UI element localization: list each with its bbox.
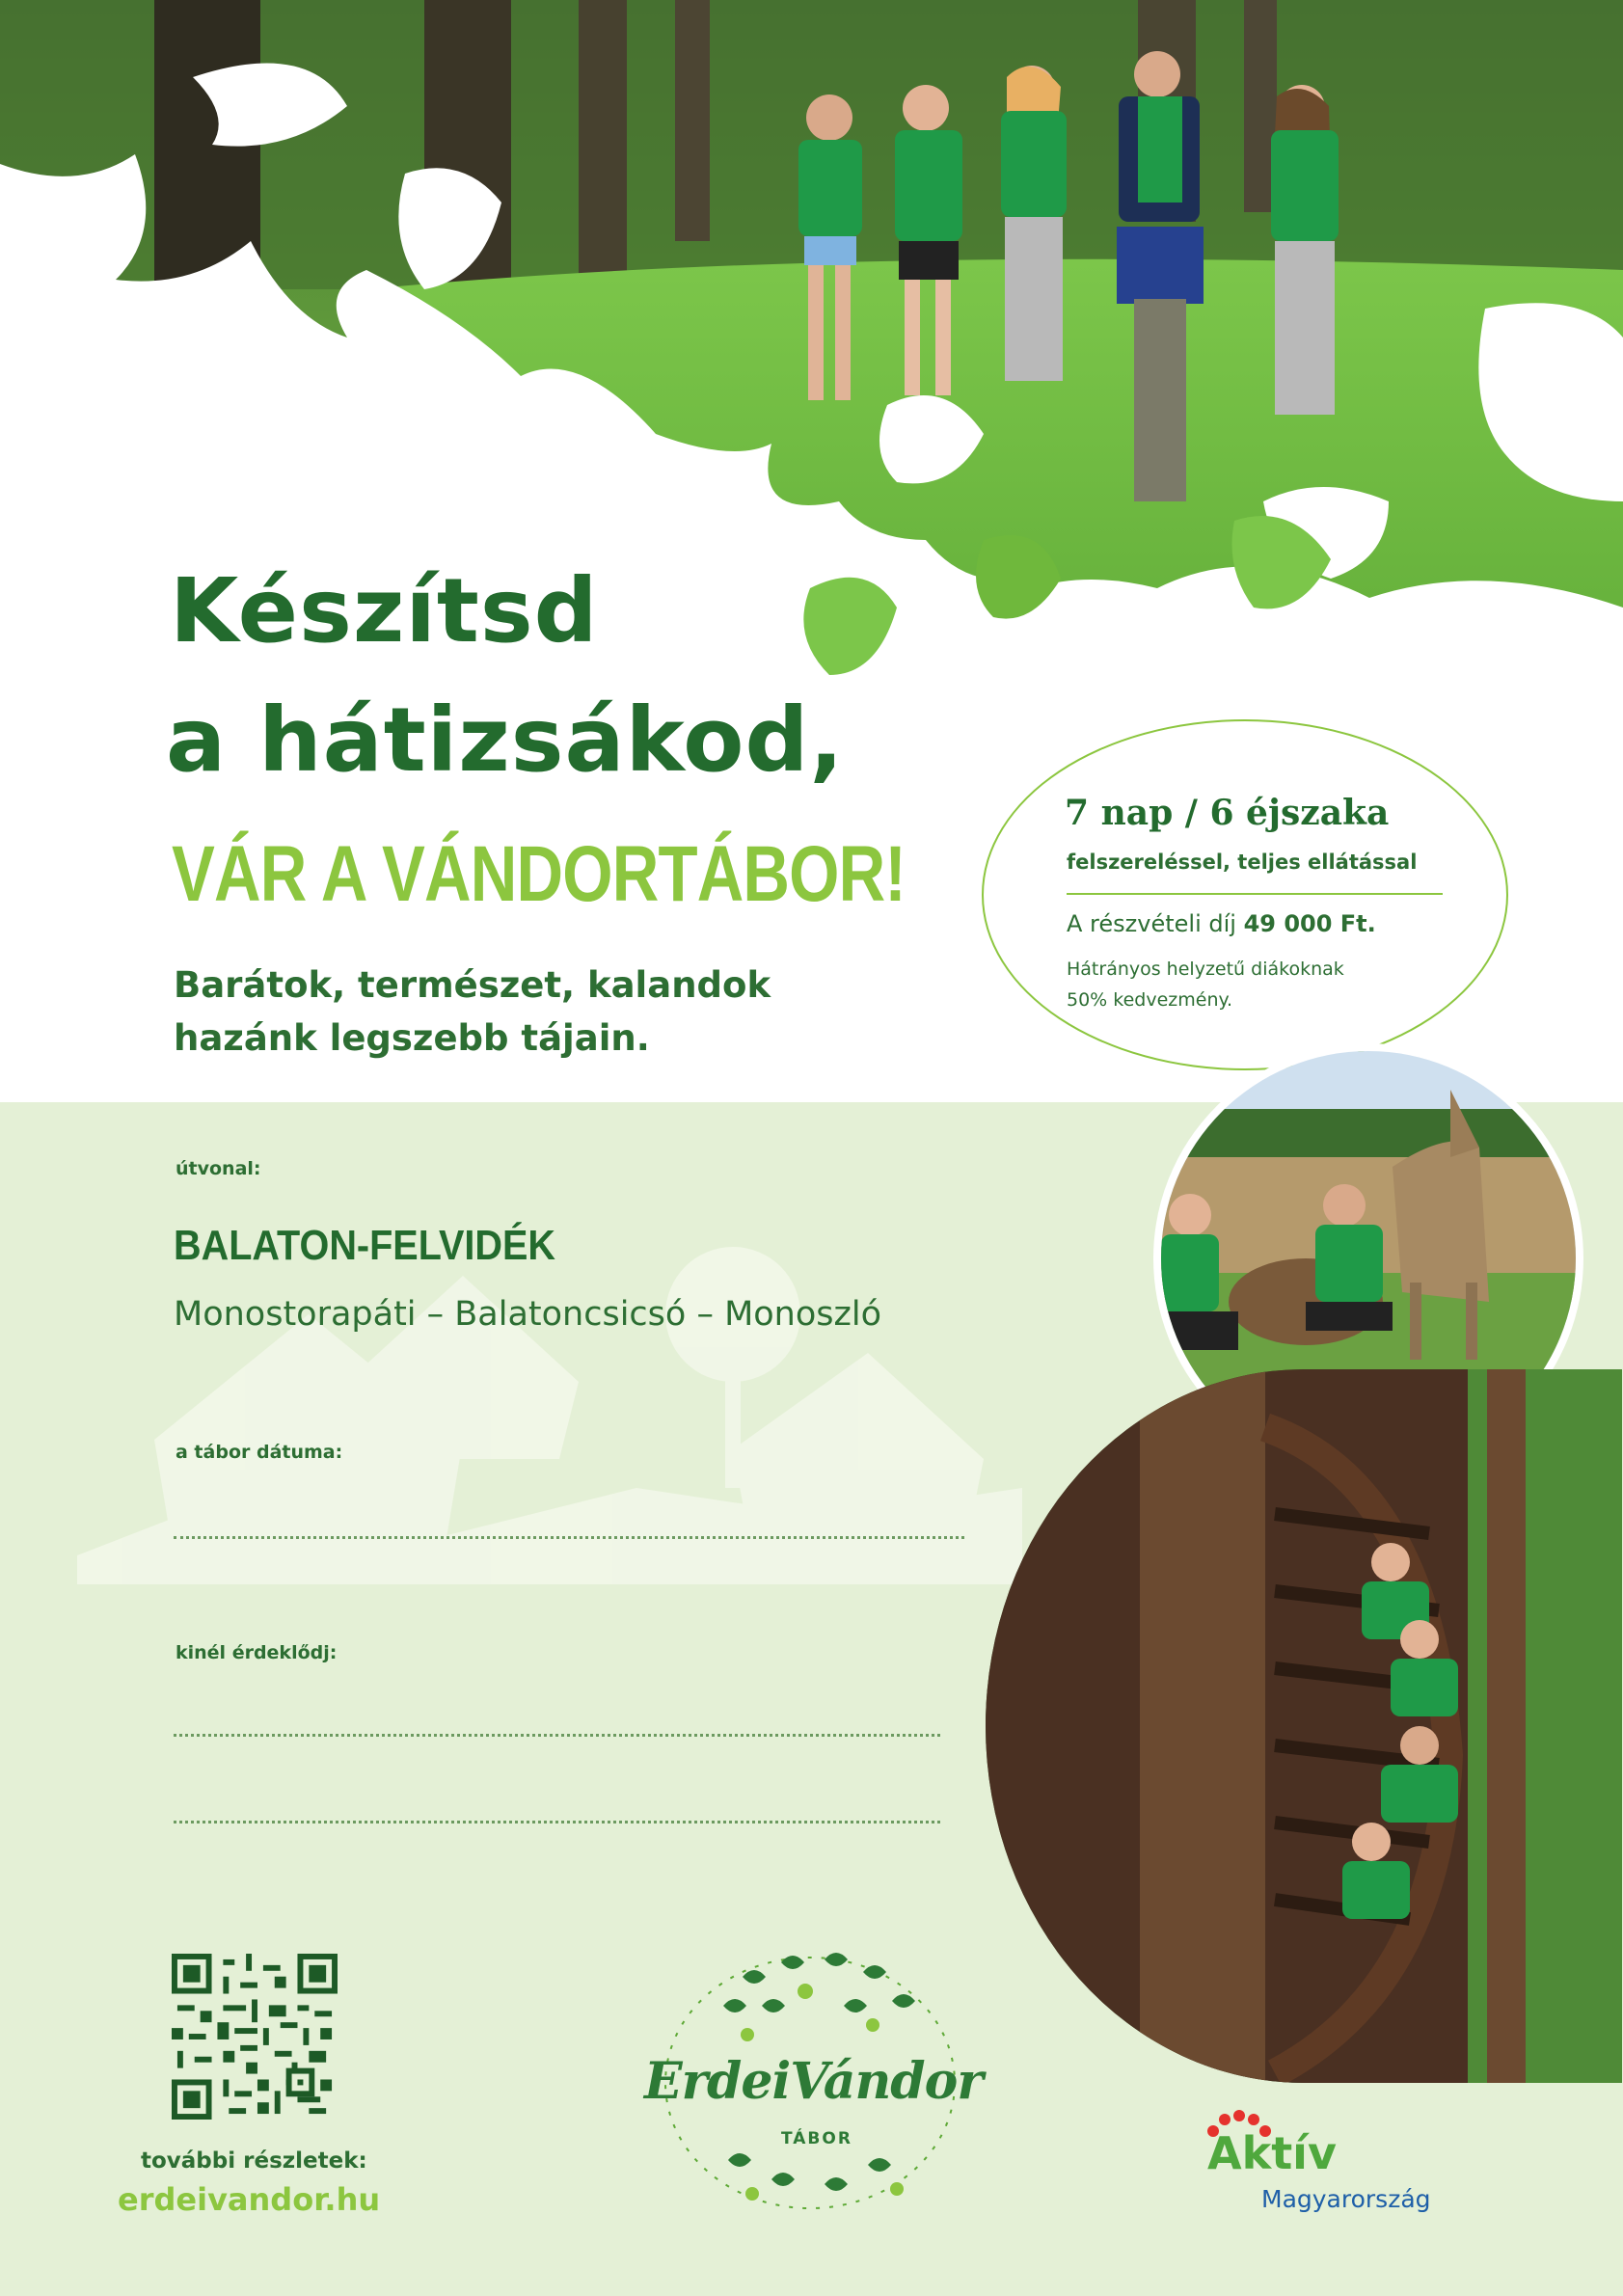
contact-field-1[interactable] — [174, 1734, 940, 1737]
info-badge — [982, 719, 1508, 1070]
erdeivandor-logo — [636, 1938, 984, 2228]
logo-sub: TÁBOR — [781, 2129, 852, 2148]
route-stops: Monostorapáti – Balatoncsicsó – Monoszló — [174, 1295, 882, 1334]
info-divider — [1067, 893, 1443, 895]
fee-amount: 49 000 Ft. — [1243, 910, 1376, 937]
headline-subline: VÁR A VÁNDORTÁBOR! — [172, 830, 906, 918]
tagline-line1: Barátok, természet, kalandok — [174, 964, 771, 1006]
more-details-label: további részletek: — [141, 2148, 367, 2174]
partner-sub: Magyarország — [1261, 2185, 1431, 2213]
route-label: útvonal: — [176, 1158, 261, 1179]
date-label: a tábor dátuma: — [176, 1442, 343, 1463]
discount-line1: Hátrányos helyzetű diákoknak — [1067, 959, 1344, 980]
tower-photo — [986, 1369, 1622, 2083]
discount-line2: 50% kedvezmény. — [1067, 989, 1233, 1011]
partner-name: Aktív — [1207, 2127, 1337, 2179]
fee-text: A részvételi díj — [1067, 910, 1244, 937]
fee-line — [1067, 910, 1376, 937]
tagline-line2: hazánk legszebb tájain. — [174, 1017, 650, 1059]
equipment-text: felszereléssel, teljes ellátással — [1067, 851, 1418, 874]
route-region: BALATON-FELVIDÉK — [174, 1222, 555, 1269]
website-link[interactable]: erdeivandor.hu — [118, 2181, 381, 2218]
headline-line2: a hátizsákod, — [166, 689, 845, 792]
contact-field-2[interactable] — [174, 1821, 940, 1823]
duration-text: 7 nap / 6 éjszaka — [1065, 793, 1390, 833]
headline-line1: Készítsd — [170, 559, 599, 662]
date-field[interactable] — [174, 1536, 964, 1539]
contact-label: kinél érdeklődj: — [176, 1642, 338, 1663]
aktiv-magyarorszag-logo — [1205, 2102, 1475, 2218]
logo-name: ErdeiVándor — [644, 2052, 983, 2111]
qr-code[interactable] — [172, 1954, 338, 2120]
